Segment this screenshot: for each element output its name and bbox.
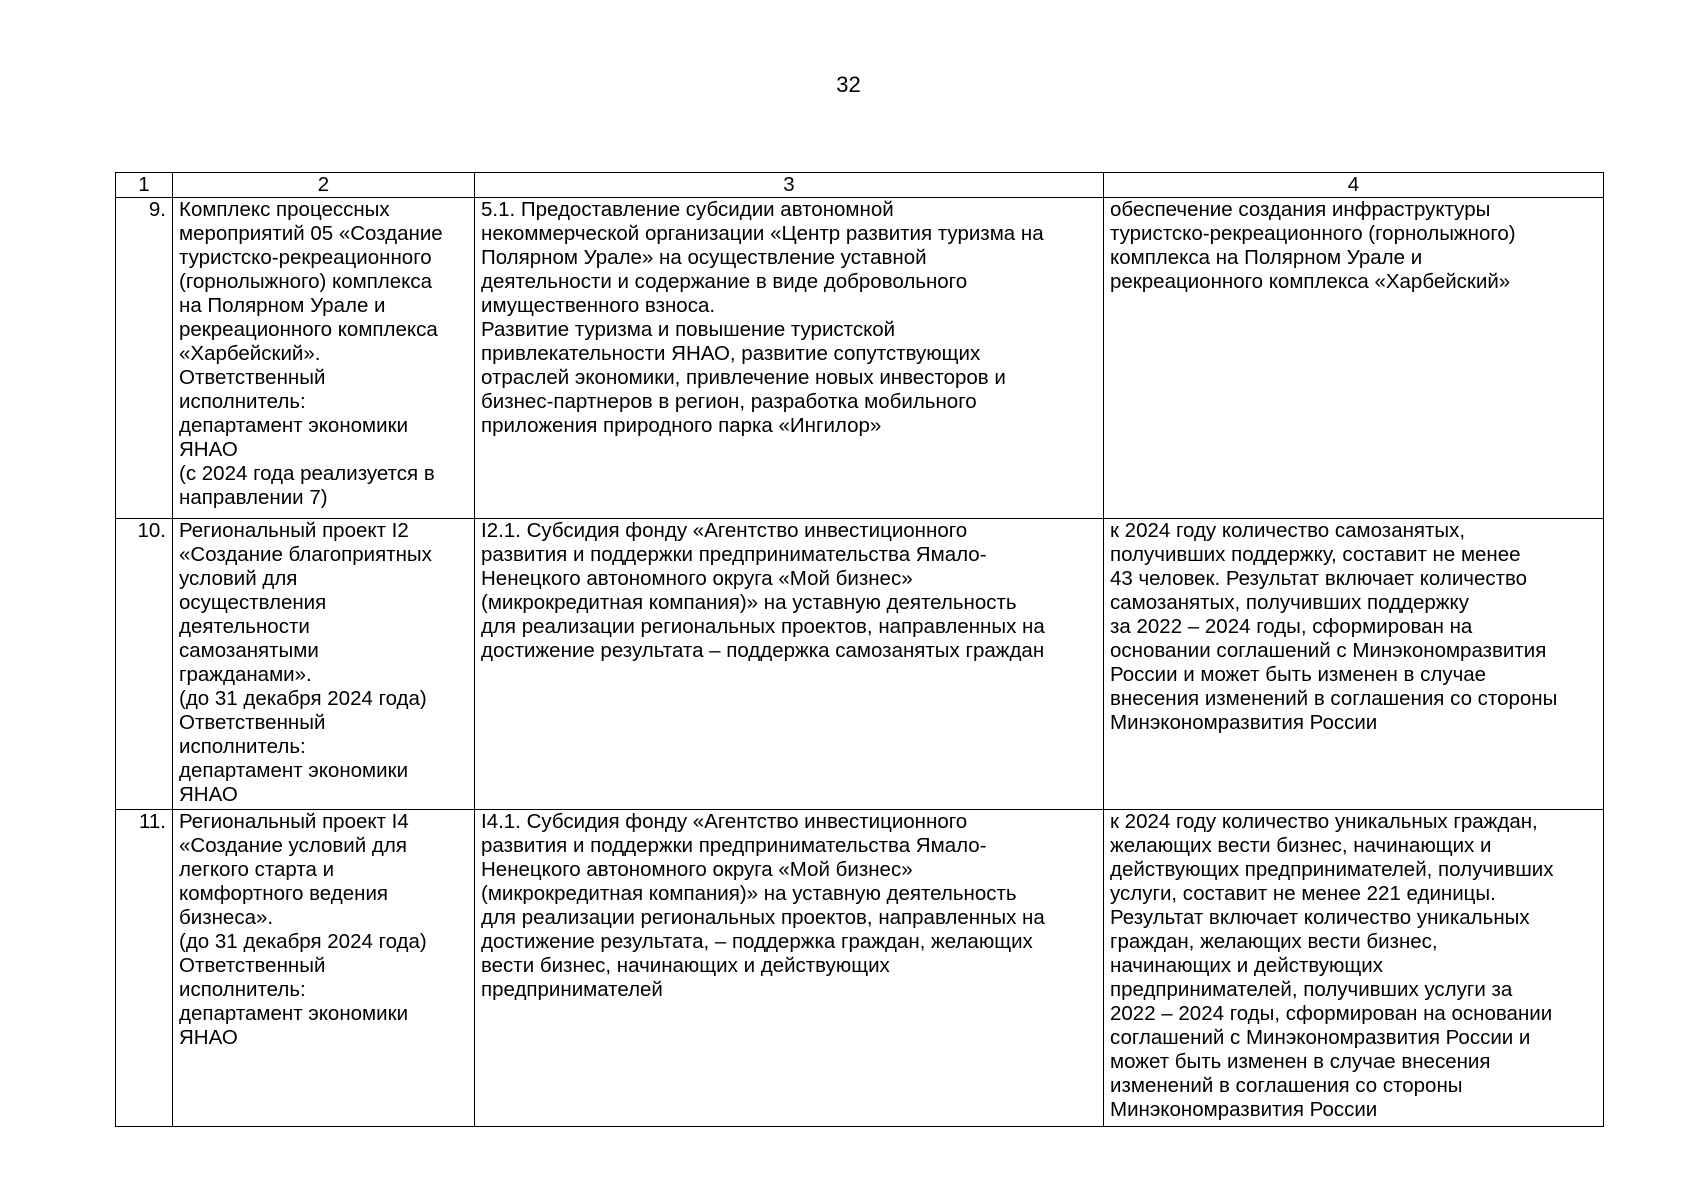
cell-text-line: исполнитель: (179, 735, 306, 758)
cell-text-line: мероприятий 05 «Создание (179, 222, 443, 245)
column-header-1: 1 (116, 173, 173, 198)
cell-text-line: (до 31 декабря 2024 года) (179, 930, 427, 953)
column-header-4: 4 (1104, 173, 1604, 198)
measure-description-cell (475, 810, 1104, 1127)
cell-text-line: внесения изменений в соглашения со стороны (1110, 687, 1558, 710)
measure-description-cell (475, 519, 1104, 810)
measure-name-cell (173, 198, 475, 519)
cell-text-line: основании соглашений с Минэкономразвития (1110, 639, 1547, 662)
cell-text-line: для реализации региональных проектов, направленных на (481, 615, 1045, 638)
cell-text-line: осуществления (179, 591, 327, 614)
cell-text-line: туристско-рекреационного (179, 246, 432, 269)
measure-name-cell (173, 519, 475, 810)
cell-text-line: направлении 7) (179, 486, 328, 509)
cell-text-line: бизнеса». (179, 906, 274, 929)
cell-text-line: Ответственный (179, 711, 326, 734)
row-number-cell: 11. (116, 810, 173, 1127)
cell-text-line: может быть изменен в случае внесения (1110, 1050, 1491, 1073)
cell-text-line: Комплекс процессных (179, 198, 390, 221)
cell-text-line: желающих вести бизнес, начинающих и (1110, 834, 1492, 857)
cell-text-line: достижение результата, – поддержка граждан, желающих (481, 930, 1033, 953)
cell-text-line: рекреационного комплекса (179, 318, 438, 341)
cell-text-line: Минэкономразвития России (1110, 711, 1378, 734)
cell-text-line: Ненецкого автономного округа «Мой бизнес» (481, 567, 913, 590)
cell-text-line: развития и поддержки предпринимательства Ямало- (481, 834, 987, 857)
cell-text-line: (микрокредитная компания)» на уставную деятельность (481, 591, 1017, 614)
page-number: 32 (836, 72, 861, 97)
row-number-cell: 10. (116, 519, 173, 810)
cell-text-line: комплекса на Полярном Урале и (1110, 246, 1423, 269)
cell-text-line: Результат включает количество уникальных (1110, 906, 1530, 929)
cell-text-line: (микрокредитная компания)» на уставную деятельность (481, 882, 1017, 905)
cell-text-line: к 2024 году количество самозанятых, (1110, 519, 1466, 542)
cell-text-line: Развитие туризма и повышение туристской (481, 318, 896, 341)
cell-text-line: туристско-рекреационного (горнолыжного) (1110, 222, 1516, 245)
cell-text-line: I2.1. Субсидия фонду «Агентство инвестиционного (481, 519, 968, 542)
cell-text-line: соглашений с Минэкономразвития России и (1110, 1026, 1531, 1049)
cell-text-line: бизнес-партнеров в регион, разработка мобильного (481, 390, 977, 413)
cell-text-line: Региональный проект I4 (179, 810, 409, 833)
cell-text-line: привлекательности ЯНАО, развитие сопутствующих (481, 342, 981, 365)
cell-text-line: «Создание условий для (179, 834, 407, 857)
cell-text-line: Полярном Урале» на осуществление уставной (481, 246, 927, 269)
cell-text-line: Минэкономразвития России (1110, 1098, 1378, 1121)
cell-text-line: (с 2024 года реализуется в (179, 462, 435, 485)
cell-text-line: комфортного ведения (179, 882, 388, 905)
cell-text-line: услуги, составит не менее 221 единицы. (1110, 882, 1496, 905)
cell-text-line: (горнолыжного) комплекса (179, 270, 433, 293)
cell-text-line: 5.1. Предоставление субсидии автономной (481, 198, 894, 221)
cell-text-line: за 2022 – 2024 годы, сформирован на (1110, 615, 1473, 638)
cell-text-line: развития и поддержки предпринимательства Ямало- (481, 543, 987, 566)
cell-text-line: департамент экономики (179, 414, 409, 437)
cell-text-line: условий для (179, 567, 298, 590)
cell-text-line: имущественного взноса. (481, 294, 716, 317)
measure-result-cell (1104, 519, 1604, 810)
cell-text-line: начинающих и действующих (1110, 954, 1383, 977)
table-header-row (116, 173, 1604, 198)
cell-text-line: 43 человек. Результат включает количество (1110, 567, 1528, 590)
measure-description-cell (475, 198, 1104, 519)
measure-result-cell (1104, 810, 1604, 1127)
cell-text-line: некоммерческой организации «Центр развития туризма на (481, 222, 1044, 245)
cell-text-line: Ответственный (179, 366, 326, 389)
cell-text-line: «Харбейский». (179, 342, 321, 365)
cell-text-line: ЯНАО (179, 783, 238, 806)
column-header-3: 3 (475, 173, 1104, 198)
cell-text-line: исполнитель: (179, 978, 306, 1001)
cell-text-line: достижение результата – поддержка самозанятых граждан (481, 639, 1045, 662)
table-row (116, 198, 1604, 519)
cell-text-line: к 2024 году количество уникальных граждан, (1110, 810, 1538, 833)
cell-text-line: департамент экономики (179, 759, 409, 782)
cell-text-line: предпринимателей (481, 978, 663, 1001)
cell-text-line: приложения природного парка «Ингилор» (481, 414, 882, 437)
cell-text-line: Ответственный (179, 954, 326, 977)
cell-text-line: самозанятыми (179, 639, 319, 662)
cell-text-line: для реализации региональных проектов, направленных на (481, 906, 1045, 929)
cell-text-line: на Полярном Урале и (179, 294, 386, 317)
cell-text-line: департамент экономики (179, 1002, 409, 1025)
cell-text-line: России и может быть изменен в случае (1110, 663, 1487, 686)
table-row (116, 810, 1604, 1127)
cell-text-line: самозанятых, получивших поддержку (1110, 591, 1469, 614)
document-table (115, 172, 1604, 1127)
cell-text-line: вести бизнес, начинающих и действующих (481, 954, 890, 977)
measure-name-cell (173, 810, 475, 1127)
cell-text-line: рекреационного комплекса «Харбейский» (1110, 270, 1511, 293)
cell-text-line: исполнитель: (179, 390, 306, 413)
cell-text-line: Региональный проект I2 (179, 519, 409, 542)
cell-text-line: легкого старта и (179, 858, 335, 881)
table-row (116, 519, 1604, 810)
cell-text-line: ЯНАО (179, 438, 238, 461)
measure-result-cell (1104, 198, 1604, 519)
cell-text-line: граждан, желающих вести бизнес, (1110, 930, 1438, 953)
cell-text-line: получивших поддержку, составит не менее (1110, 543, 1521, 566)
cell-text-line: гражданами». (179, 663, 312, 686)
cell-text-line: (до 31 декабря 2024 года) (179, 687, 427, 710)
cell-text-line: 2022 – 2024 годы, сформирован на основании (1110, 1002, 1553, 1025)
cell-text-line: деятельности и содержание в виде добровольного (481, 270, 968, 293)
cell-text-line: I4.1. Субсидия фонду «Агентство инвестиционного (481, 810, 968, 833)
cell-text-line: отраслей экономики, привлечение новых инвесторов и (481, 366, 1006, 389)
cell-text-line: ЯНАО (179, 1026, 238, 1049)
cell-text-line: обеспечение создания инфраструктуры (1110, 198, 1491, 221)
cell-text-line: «Создание благоприятных (179, 543, 432, 566)
cell-text-line: действующих предпринимателей, получивших (1110, 858, 1554, 881)
row-number-cell: 9. (116, 198, 173, 519)
cell-text-line: Ненецкого автономного округа «Мой бизнес» (481, 858, 913, 881)
cell-text-line: деятельности (179, 615, 310, 638)
cell-text-line: предпринимателей, получивших услуги за (1110, 978, 1513, 1001)
cell-text-line: изменений в соглашения со стороны (1110, 1074, 1463, 1097)
column-header-2: 2 (173, 173, 475, 198)
